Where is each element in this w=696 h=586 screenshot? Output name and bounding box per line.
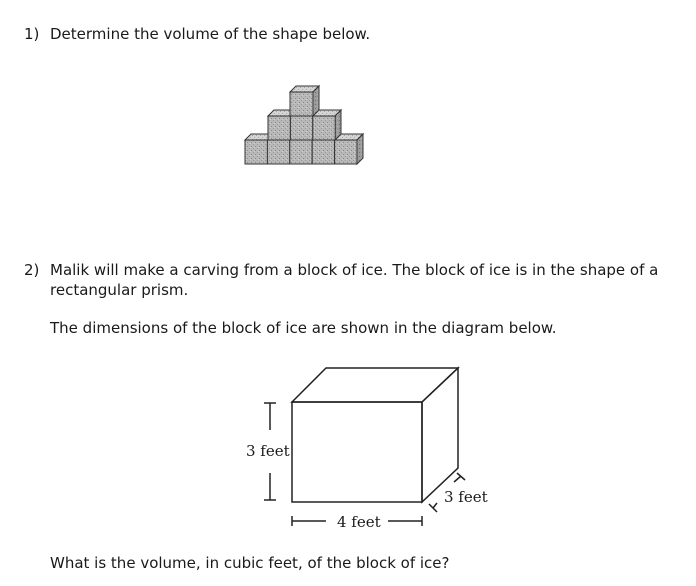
prism-front-face: [292, 402, 422, 502]
prism-side-face: [422, 368, 458, 502]
question-2-number: 2): [24, 261, 40, 279]
question-2-line2: rectangular prism.: [50, 281, 189, 299]
cube-row-top: [290, 86, 319, 116]
question-1-text: Determine the volume of the shape below.: [50, 25, 371, 43]
question-2-line1: Malik will make a carving from a block of ice. The block of ice is in the shape of a: [50, 261, 659, 279]
prism-top-face: [292, 368, 458, 402]
question-1-number: 1): [24, 25, 40, 43]
height-label: 3 feet: [246, 442, 290, 460]
cube-stack-figure: [235, 70, 375, 170]
question-2-dims-text: The dimensions of the block of ice are shown in the diagram below.: [50, 319, 557, 337]
question-2-final: What is the volume, in cubic feet, of the block of ice?: [50, 554, 450, 572]
depth-label: 3 feet: [444, 488, 488, 506]
length-label: 4 feet: [337, 513, 381, 531]
